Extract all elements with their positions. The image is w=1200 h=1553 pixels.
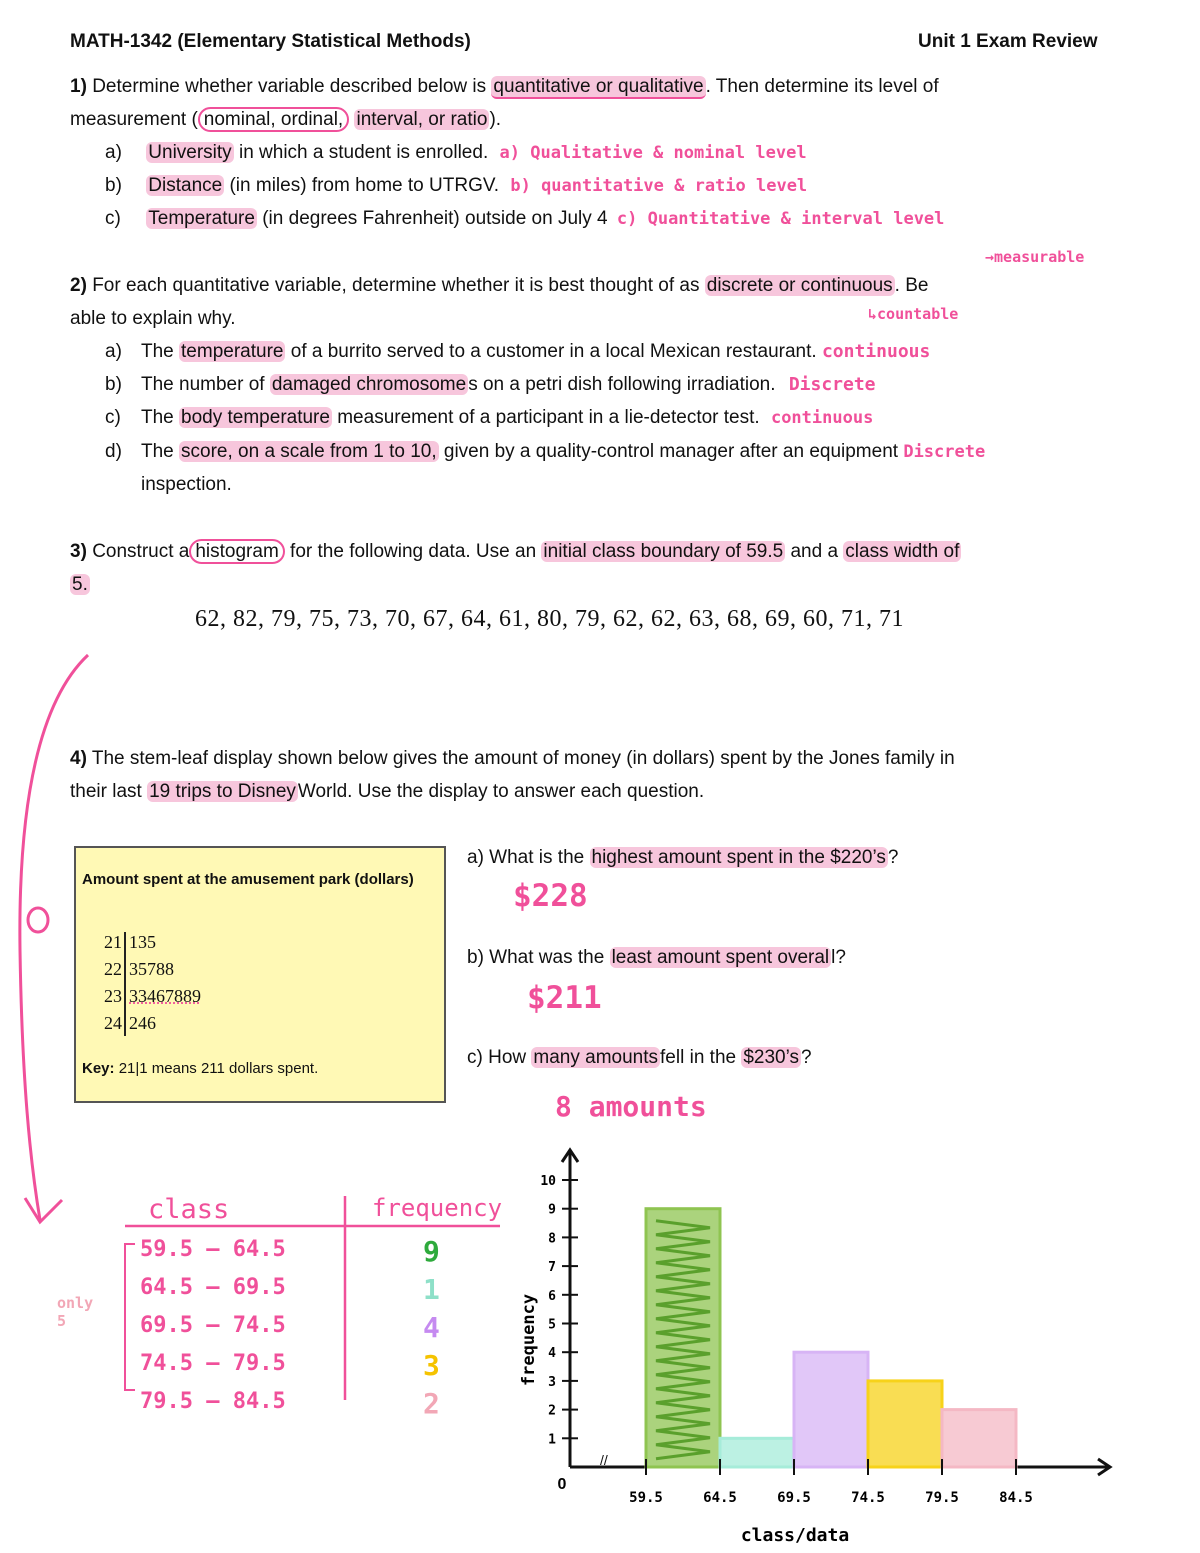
item-label: c) xyxy=(105,208,121,229)
item-label: b) xyxy=(105,374,122,395)
leaves-21: 135 xyxy=(129,932,156,952)
item-highlight: Temperature xyxy=(148,208,255,229)
y-tick-label: 1 xyxy=(548,1432,556,1448)
x-tick-label: 79.5 xyxy=(925,1490,959,1506)
q-mid: fell in the xyxy=(660,1047,737,1068)
histogram-bar xyxy=(868,1381,942,1467)
table-class-cell: 59.5 – 64.5 xyxy=(140,1237,286,1262)
item-highlight: temperature xyxy=(181,341,284,362)
x-tick-label: 74.5 xyxy=(851,1490,885,1506)
y-tick-label: 4 xyxy=(548,1346,556,1362)
leaves-22: 35788 xyxy=(129,959,174,979)
item-text: of a burrito served to a customer in a local Mexican restaurant. xyxy=(290,341,817,362)
y-tick-label: 8 xyxy=(548,1231,556,1247)
item-label: c) xyxy=(105,407,121,428)
stem-23: 23 xyxy=(104,986,122,1006)
y-tick-label: 10 xyxy=(540,1174,556,1189)
item-text: (in degrees Fahrenheit) outside on July 4 xyxy=(262,208,608,229)
table-frequency-cell: 9 xyxy=(423,1235,440,1268)
q3-text-b: for the following data. Use an xyxy=(290,541,537,562)
q2-text: For each quantitative variable, determine whether it is best thought of as xyxy=(92,275,700,296)
q4-line2-a: their last xyxy=(70,781,142,802)
item-text: measurement of a participant in a lie-detector test. xyxy=(337,407,760,428)
table-header-frequency: frequency xyxy=(372,1194,503,1222)
key-label: Key: xyxy=(82,1060,115,1077)
q1-nominal-ordinal: nominal, ordinal, xyxy=(198,107,349,132)
x-tick-label: 84.5 xyxy=(999,1490,1033,1506)
q4-line2-b: World. Use the display to answer each question. xyxy=(297,781,705,802)
stem-21: 21 xyxy=(104,932,122,952)
leaves-24: 246 xyxy=(129,1013,156,1033)
item-text: (in miles) from home to UTRGV. xyxy=(229,175,500,196)
page-title: Unit 1 Exam Review xyxy=(918,31,1098,52)
y-tick-label: 5 xyxy=(548,1317,556,1333)
item-text: given by a quality-control manager after an equipment xyxy=(443,441,899,462)
table-class-cell: 79.5 – 84.5 xyxy=(140,1389,286,1414)
handwritten-answer: continuous xyxy=(770,408,874,428)
key-text: 21|1 means 211 dollars spent. xyxy=(118,1060,319,1077)
q3-text-c: and a xyxy=(790,541,839,562)
q4-text: The stem-leaf display shown below gives the amount of money (in dollars) spent by the Jones family in xyxy=(91,748,955,769)
q-post: ? xyxy=(887,847,899,868)
item-highlight: University xyxy=(148,142,232,163)
q-highlight: many amounts xyxy=(533,1047,659,1068)
q3-line2: 5. xyxy=(72,574,88,595)
note-countable: ↳countable xyxy=(868,305,959,323)
y-tick-label: 6 xyxy=(548,1288,556,1304)
q2-text-b: . Be xyxy=(894,275,929,296)
item-label: d) xyxy=(105,441,122,462)
q1-interval-ratio: interval, or ratio xyxy=(356,109,488,130)
q1-number: 1) xyxy=(70,76,87,97)
item-highlight: Distance xyxy=(148,175,223,196)
table-frequency-cell: 3 xyxy=(423,1349,440,1382)
x-axis-label: class/data xyxy=(740,1525,850,1546)
table-header-class: class xyxy=(148,1194,230,1225)
q3-highlight-width: class width of xyxy=(845,541,960,562)
stem-leaf-title: Amount spent at the amusement park (dollars) xyxy=(82,871,414,888)
origin-label: 0 xyxy=(557,1476,567,1493)
q2-highlight: discrete or continuous xyxy=(706,275,893,296)
table-class-cell: 64.5 – 69.5 xyxy=(140,1275,286,1300)
handwritten-answer: Discrete xyxy=(788,374,876,395)
handwritten-answer: Discrete xyxy=(903,442,986,462)
x-tick-label: 69.5 xyxy=(777,1490,811,1506)
q3-data-values: 62, 82, 79, 75, 73, 70, 67, 64, 61, 80, 79, 62, 62, 63, 68, 69, 60, 71, 71 xyxy=(195,606,904,632)
side-note: only 5 xyxy=(57,1294,94,1330)
table-frequency-cell: 4 xyxy=(423,1311,440,1344)
q-highlight-2: $230’s xyxy=(743,1047,800,1068)
stem-22: 22 xyxy=(104,959,122,979)
q1-text-b: . Then determine its level of xyxy=(705,76,939,97)
q-highlight: highest amount spent in the $220’s xyxy=(591,847,886,868)
q-pre: b) What was the xyxy=(467,947,605,968)
q2-line2: able to explain why. xyxy=(70,308,236,329)
table-frequency-cell: 2 xyxy=(423,1387,440,1420)
leaves-23: 33467889 xyxy=(129,986,201,1006)
q3-highlight-boundary: initial class boundary of 59.5 xyxy=(543,541,784,562)
histogram-bar xyxy=(794,1352,868,1467)
item-pre: The xyxy=(141,341,174,362)
stem-24: 24 xyxy=(104,1013,122,1033)
q4c-answer: 8 amounts xyxy=(555,1090,707,1123)
q1-highlight: quantitative or qualitative xyxy=(493,76,704,97)
q4-number: 4) xyxy=(70,748,87,769)
q4-highlight: 19 trips to Disney xyxy=(149,781,296,802)
q1-line2-a: measurement ( xyxy=(70,109,198,130)
course-title: MATH-1342 (Elementary Statistical Methods) xyxy=(70,31,471,52)
y-tick-label: 3 xyxy=(548,1374,556,1390)
q-pre: a) What is the xyxy=(467,847,585,868)
q1-text: Determine whether variable described below is xyxy=(92,76,487,97)
q3-histogram-circled: histogram xyxy=(189,539,284,564)
q3-number: 3) xyxy=(70,541,87,562)
q-highlight: least amount spent overal xyxy=(611,947,830,968)
q3-text-a: Construct a xyxy=(92,541,190,562)
table-class-cell: 74.5 – 79.5 xyxy=(140,1351,286,1376)
item-label: a) xyxy=(105,341,122,362)
handwritten-answer: continuous xyxy=(821,341,931,362)
q2-item-d-line2: inspection. xyxy=(141,474,232,495)
q-post: ? xyxy=(801,1047,812,1068)
item-highlight: score, on a scale from 1 to 10, xyxy=(181,441,437,462)
item-text: in which a student is enrolled. xyxy=(238,142,489,163)
note-measurable: →measurable xyxy=(985,248,1085,266)
handwritten-answer: b) quantitative & ratio level xyxy=(510,176,808,196)
table-class-cell: 69.5 – 74.5 xyxy=(140,1313,286,1338)
item-highlight: damaged chromosome xyxy=(271,374,467,395)
y-tick-label: 2 xyxy=(548,1403,556,1419)
item-highlight: body temperature xyxy=(181,407,330,428)
y-tick-label: 9 xyxy=(548,1202,556,1218)
y-tick-label: 7 xyxy=(548,1260,556,1276)
x-tick-label: 64.5 xyxy=(703,1490,737,1506)
axis-break-icon: // xyxy=(600,1452,608,1468)
q1-line2-d: ). xyxy=(489,109,502,130)
y-axis-label: frequency xyxy=(519,1293,539,1387)
item-pre: The xyxy=(141,441,174,462)
handwritten-answer: a) Qualitative & nominal level xyxy=(499,143,807,163)
q-post: l? xyxy=(831,947,846,968)
q4a-answer: $228 xyxy=(513,878,588,914)
q4b-answer: $211 xyxy=(527,980,602,1016)
item-pre: The number of xyxy=(141,374,265,395)
histogram-bar xyxy=(720,1438,794,1467)
table-frequency-cell: 1 xyxy=(423,1273,440,1306)
q-pre: c) How xyxy=(467,1047,527,1068)
item-pre: The xyxy=(141,407,174,428)
item-label: b) xyxy=(105,175,122,196)
q2-number: 2) xyxy=(70,275,87,296)
item-text: s on a petri dish following irradiation. xyxy=(468,374,776,395)
x-tick-label: 59.5 xyxy=(629,1490,663,1506)
histogram-bar xyxy=(942,1410,1016,1467)
item-label: a) xyxy=(105,142,122,163)
handwritten-answer: c) Quantitative & interval level xyxy=(616,209,945,229)
